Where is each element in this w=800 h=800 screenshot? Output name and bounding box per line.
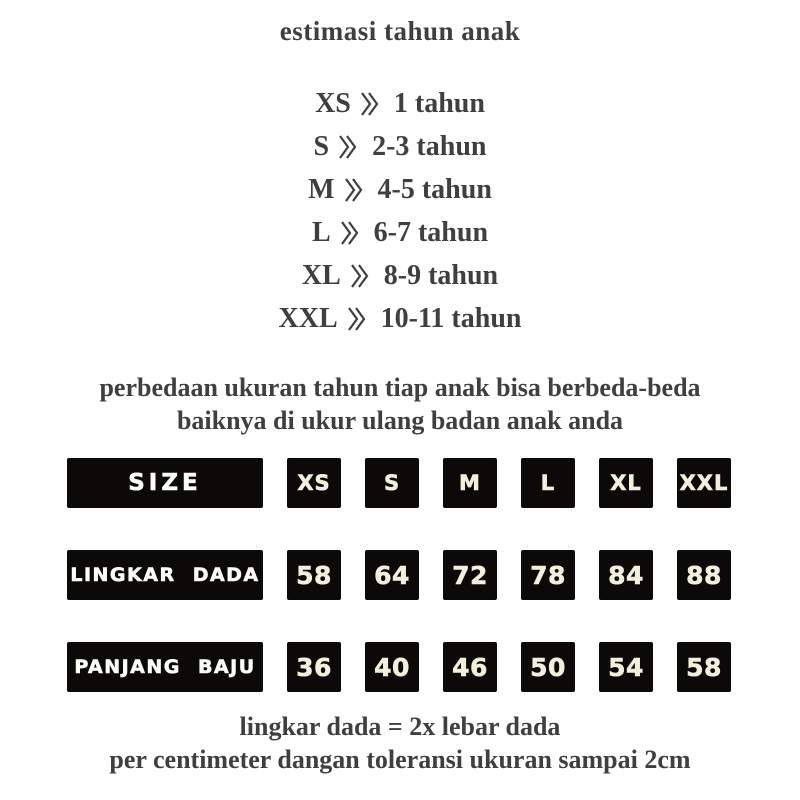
table-cell: 78 (521, 550, 575, 600)
age-label: 6-7 tahun (373, 216, 489, 248)
age-estimate-row (0, 254, 800, 297)
size-table-header-label: SIZE (67, 458, 263, 508)
size-column-header: XS (287, 458, 341, 508)
size-label: L (311, 216, 331, 248)
size-label: XXL (278, 302, 338, 334)
size-label: XS (315, 87, 351, 119)
size-table-header-row (67, 458, 731, 508)
table-cell: 36 (287, 642, 341, 692)
double-angle-bracket-icon (338, 134, 357, 160)
age-estimate-row (0, 211, 800, 254)
table-cell: 54 (599, 642, 653, 692)
measurement-note (0, 371, 800, 437)
age-estimate-row (0, 168, 800, 211)
table-cell: 72 (443, 550, 497, 600)
double-angle-bracket-icon (347, 306, 366, 332)
page-title: estimasi tahun anak (279, 16, 521, 46)
age-label: 2-3 tahun (372, 130, 487, 162)
footer-note (0, 710, 800, 776)
size-label: S (313, 130, 330, 162)
age-estimate-row (0, 82, 800, 125)
size-column-header: M (443, 458, 497, 508)
table-cell: 64 (365, 550, 419, 600)
age-estimate-row (0, 125, 800, 168)
note-line-2: baiknya di ukur ulang badan anak anda (176, 406, 624, 435)
table-cell: 58 (287, 550, 341, 600)
size-label: XL (301, 259, 341, 291)
size-label: M (308, 173, 335, 205)
shirt-length-row (67, 642, 731, 692)
size-table (67, 458, 731, 734)
chest-circumference-row (67, 550, 731, 600)
table-cell: 46 (443, 642, 497, 692)
size-column-header: XL (599, 458, 653, 508)
double-angle-bracket-icon (340, 220, 359, 246)
footer-line-2: per centimeter dangan toleransi ukuran sampai 2cm (109, 745, 691, 774)
note-line-1: perbedaan ukuran tahun tiap anak bisa berbeda-beda (99, 373, 701, 402)
age-label: 10-11 tahun (380, 302, 522, 334)
row-label: PANJANG BAJU (67, 642, 263, 692)
age-label: 8-9 tahun (383, 259, 499, 291)
size-column-header: L (521, 458, 575, 508)
age-estimate-row (0, 297, 800, 340)
age-estimate-list (0, 82, 800, 340)
size-column-header: S (365, 458, 419, 508)
double-angle-bracket-icon (344, 177, 363, 203)
age-label: 1 tahun (393, 87, 485, 119)
table-cell: 40 (365, 642, 419, 692)
double-angle-bracket-icon (350, 263, 369, 289)
double-angle-bracket-icon (360, 91, 379, 117)
table-cell: 88 (677, 550, 731, 600)
size-column-header: XXL (677, 458, 731, 508)
footer-line-1: lingkar dada = 2x lebar dada (239, 712, 561, 741)
table-cell: 84 (599, 550, 653, 600)
table-cell: 50 (521, 642, 575, 692)
table-cell: 58 (677, 642, 731, 692)
row-label: LINGKAR DADA (67, 550, 263, 600)
age-label: 4-5 tahun (377, 173, 492, 205)
